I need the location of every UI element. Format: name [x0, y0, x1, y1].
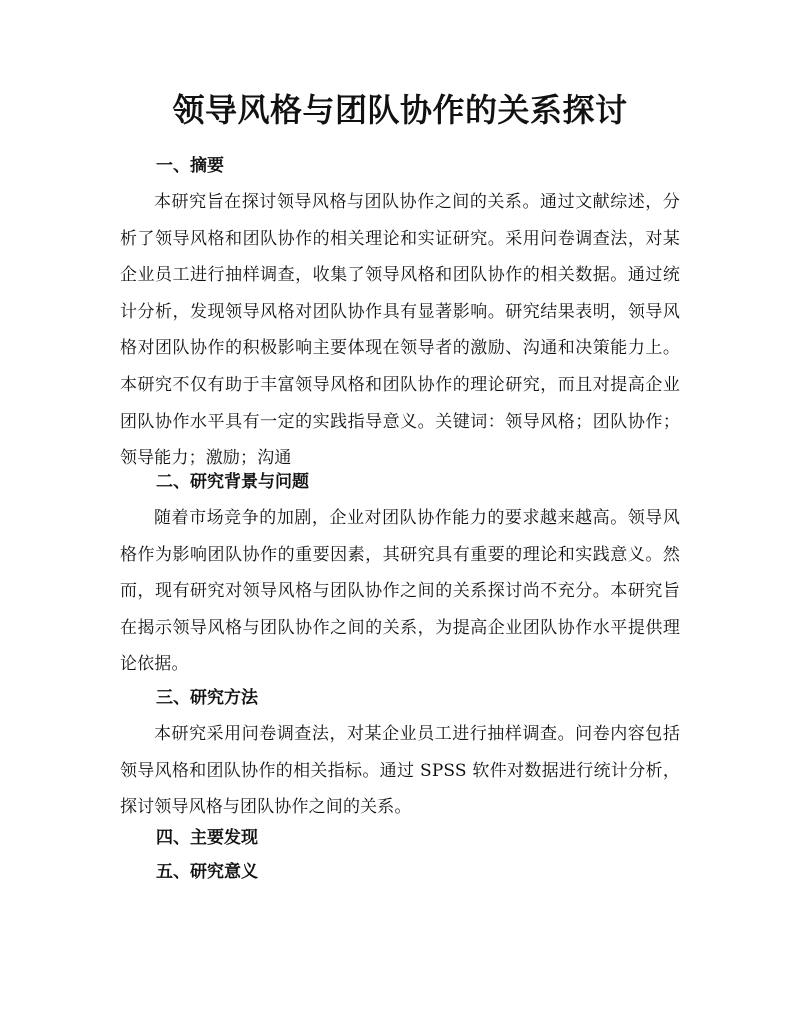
- section-body-abstract: 本研究旨在探讨领导风格与团队协作之间的关系。通过文献综述，分析了领导风格和团队协作的相关理论和实证研究。采用问卷调查法，对某企业员工进行抽样调查，收集了领导风格和团队协作的相关数据。通过统计分析，发现领导风格对团队协作具有显著影响。研究结果表明，领导风格对团队协作的积极影响主要体现在领导者的激励、沟通和决策能力上。本研究不仅有助于丰富领导风格和团队协作的理论研究，而且对提高企业团队协作水平具有一定的实践指导意义。关键词：领导风格；团队协作；领导能力；激励；沟通: [120, 192, 680, 469]
- section-body-background: 随着市场竞争的加剧，企业对团队协作能力的要求越来越高。领导风格作为影响团队协作的重要因素，其研究具有重要的理论和实践意义。然而，现有研究对领导风格与团队协作之间的关系探讨尚不充分。本研究旨在揭示领导风格与团队协作之间的关系，为提高企业团队协作水平提供理论依据。: [120, 508, 680, 675]
- section-heading-significance: 五、研究意义: [156, 862, 258, 882]
- section-methods: [120, 680, 680, 826]
- section-heading-methods: 三、研究方法: [156, 688, 258, 708]
- section-heading-abstract: 一、摘要: [156, 156, 224, 176]
- section-body-methods: 本研究采用问卷调查法，对某企业员工进行抽样调查。问卷内容包括领导风格和团队协作的相关指标。通过 SPSS 软件对数据进行统计分析，探讨领导风格与团队协作之间的关系。: [120, 724, 680, 818]
- section-heading-findings: 四、主要发现: [156, 828, 258, 848]
- document-title: 领导风格与团队协作的关系探讨: [172, 91, 628, 129]
- section-significance: [120, 854, 680, 890]
- section-background: [120, 464, 680, 683]
- section-findings: [120, 820, 680, 856]
- section-heading-background: 二、研究背景与问题: [156, 472, 309, 492]
- section-abstract: [120, 148, 680, 477]
